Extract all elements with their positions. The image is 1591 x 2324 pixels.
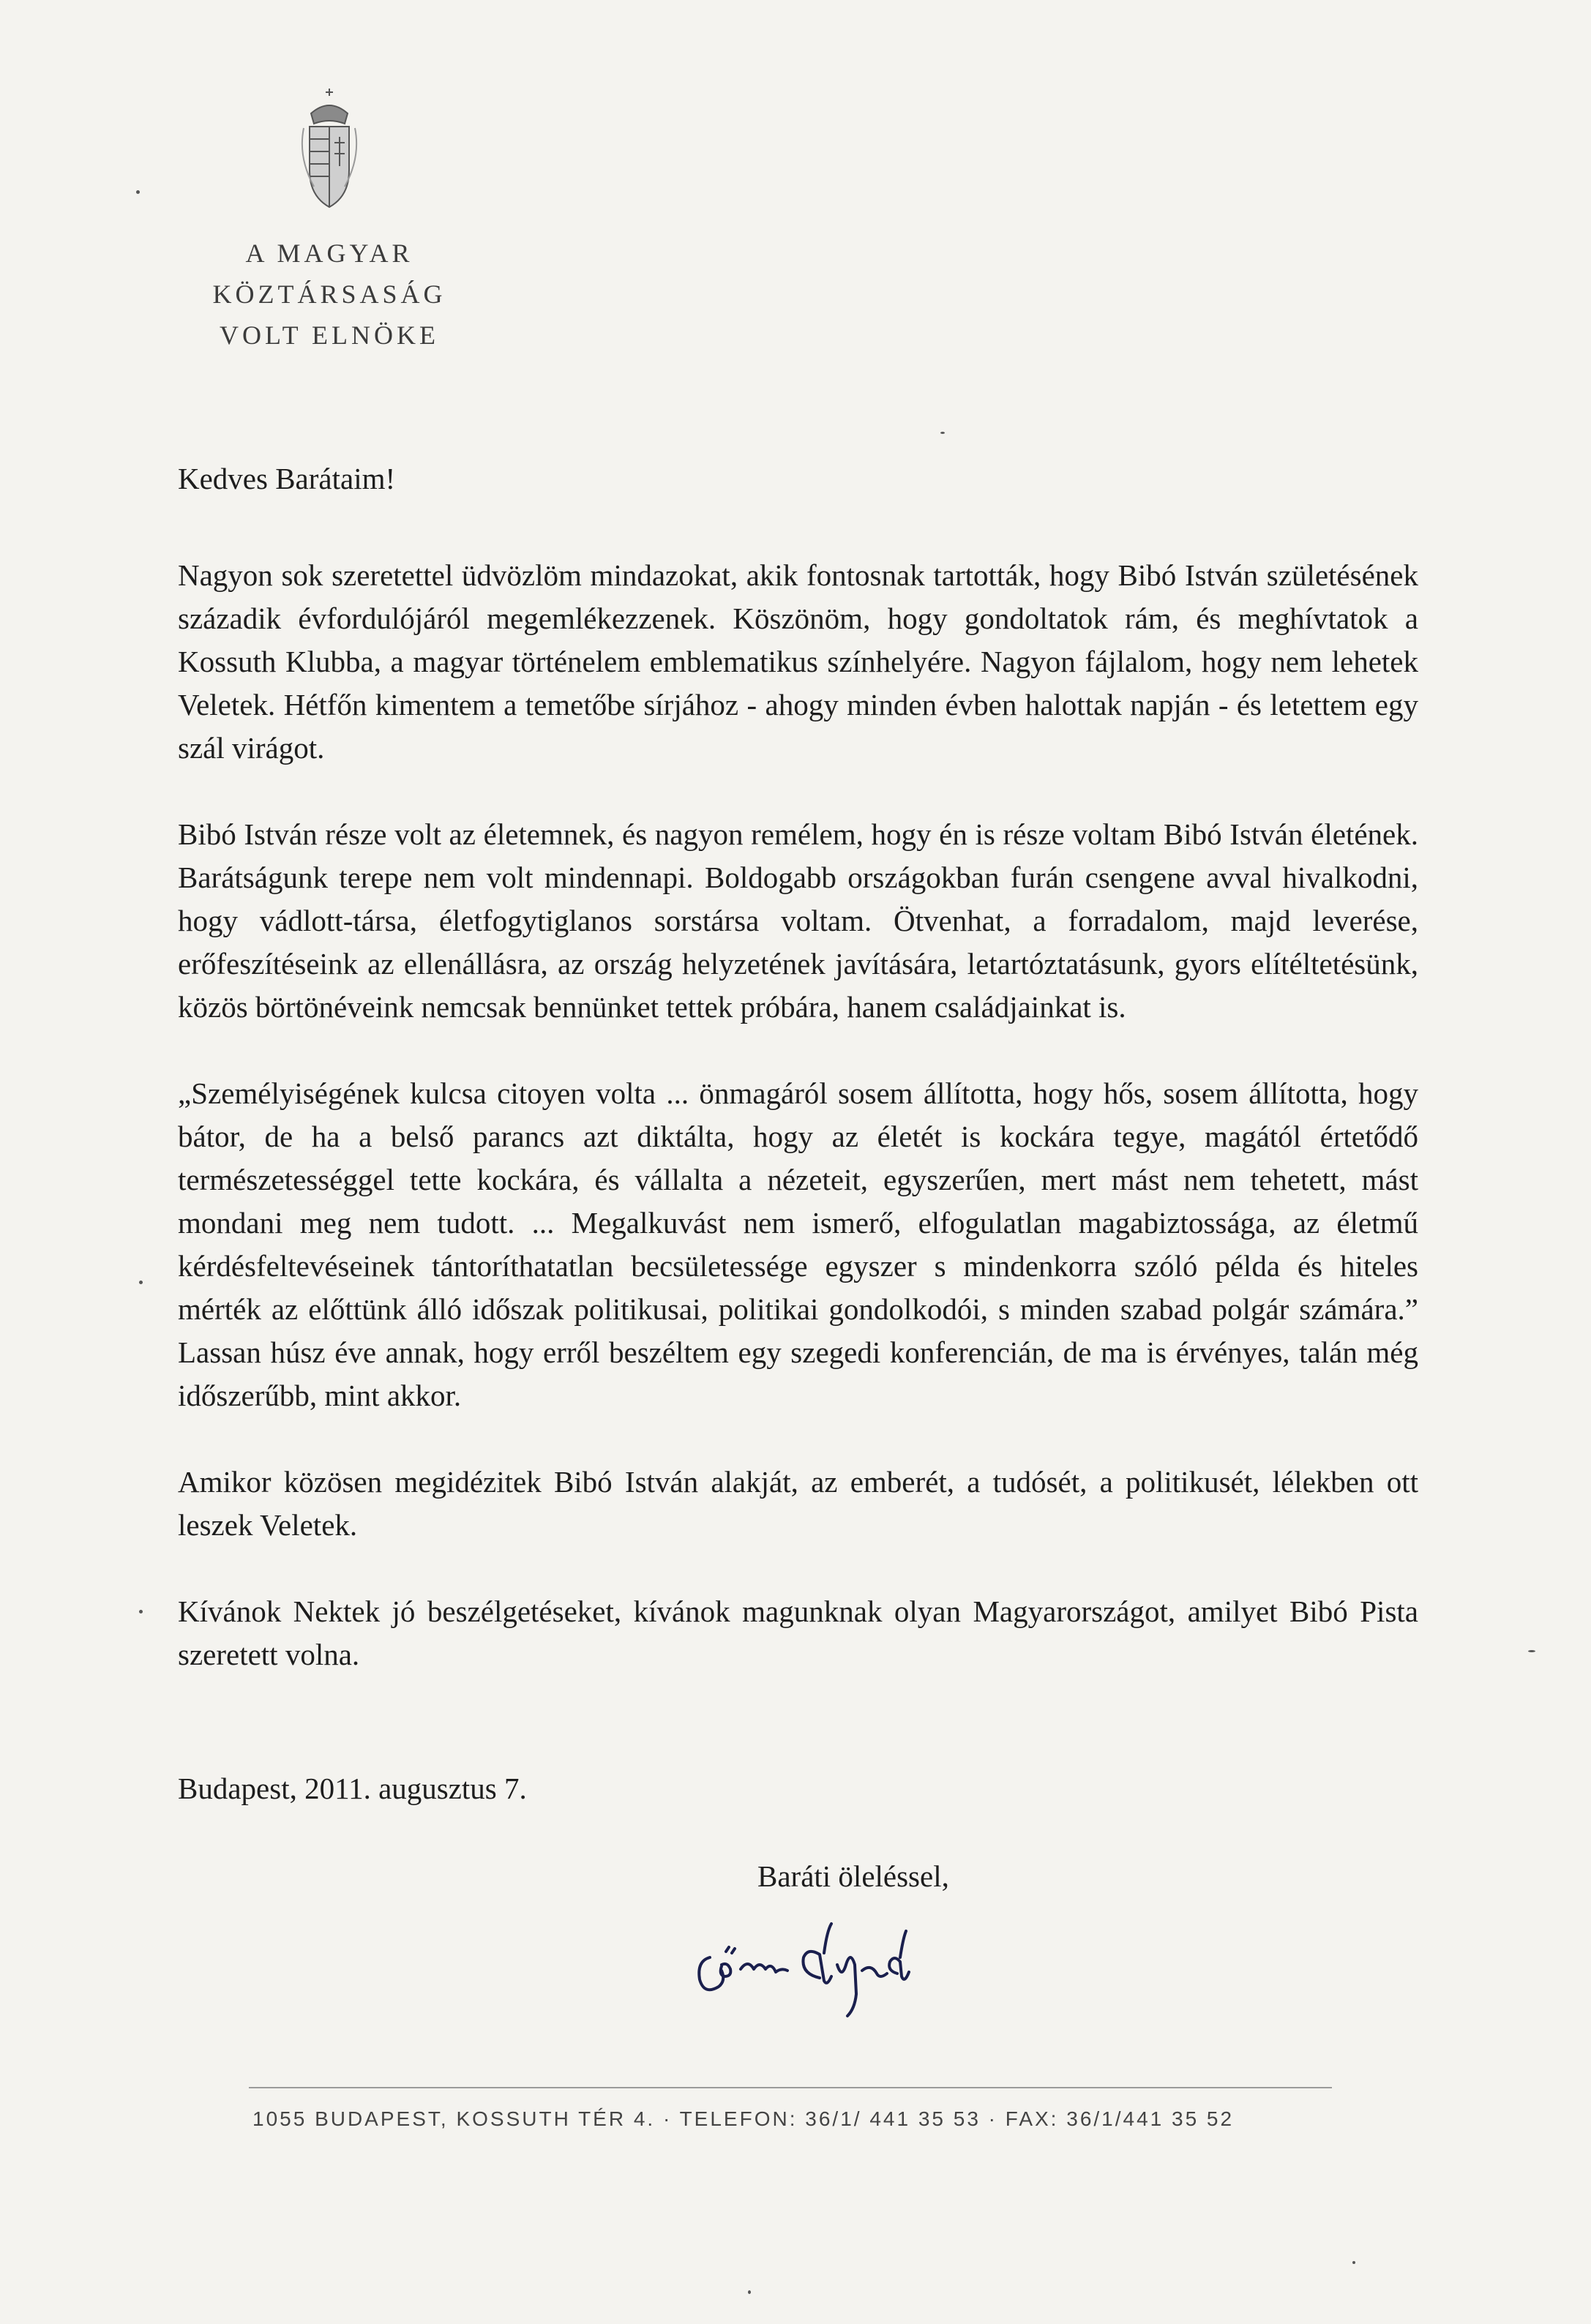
date-block [178, 1771, 527, 1806]
signature-icon [681, 1913, 988, 2023]
paper-speck [139, 1610, 143, 1613]
paper-speck [1352, 2261, 1355, 2264]
paragraph: Nagyon sok szeretettel üdvözlöm mindazokat, akik fontosnak tartották, hogy Bibó István születésének századik évfordulójáról megemlékezzenek. Köszönöm, hogy gondoltatok rám, és meghívtatok a Kossuth Klubba, a magyar történelem emblematikus színhelyére. Nagyon fájlalom, hogy nem lehetek Veletek. Hétfőn kimentem a temetőbe sírjához - ahogy minden évben halottak napján - és letettem egy szál virágot. [178, 558, 1418, 765]
paper-speck [1528, 1650, 1535, 1652]
letterhead-line: VOLT ELNÖKE [220, 321, 439, 350]
paper-speck [136, 190, 140, 194]
letterhead-line: KÖZTÁRSASÁG [212, 280, 446, 309]
paragraph: „Személyiségének kulcsa citoyen volta ... önmagáról sosem állította, hogy hős, sosem állította, hogy bátor, de ha a belső parancs azt diktálta, hogy az életét is kockára tegye, magától értetődő természetességgel tette kockára, és vállalta a nézeteit, egyszerűen, mert mást nem tehetett, mást mondani meg nem tudott. ... Megalkuvást nem ismerő, elfogulatlan magabiztossága, az életmű kérdésfeltevéseinek tántoríthatatlan becsületessége egyszer s mindenkorra szóló példa és hiteles mérték az előttünk álló időszak politikusai, politikai gondolkodói, s minden szabad polgár számára.” Lassan húsz éve annak, hogy erről beszéltem egy szegedi konferencián, de ma is érvényes, talán még időszerűbb, mint akkor. [178, 1076, 1418, 1412]
paper-speck [748, 2290, 751, 2294]
paragraph: Bibó István része volt az életemnek, és nagyon remélem, hogy én is része voltam Bibó István életének. Barátságunk terepe nem volt mindennapi. Boldogabb országokban furán csengene avval hivalkodni, hogy vádlott-társa, életfogytiglanos sorstársa voltam. Ötvenhat, a forradalom, majd leverése, erőfeszítéseink az ellenállásra, az ország helyzetének javítására, letartóztatásunk, gyors elítéltetésünk, közös börtönéveink nemcsak bennünket tettek próbára, hanem családjainkat is. [178, 817, 1418, 1024]
salutation: Kedves Barátaim! [178, 462, 396, 495]
closing-phrase: Baráti öleléssel, [757, 1859, 949, 1893]
paragraph: Amikor közösen megidézitek Bibó István alakját, az emberét, a tudósét, a politikusét, lélekben ott leszek Veletek. [178, 1465, 1418, 1542]
letterhead-line: A MAGYAR [245, 239, 413, 268]
letter-body [178, 457, 1418, 1720]
paper-speck [139, 1281, 143, 1284]
coat-of-arms-icon [289, 84, 370, 223]
footer-address: 1055 BUDAPEST, KOSSUTH TÉR 4. · TELEFON: 36/1/ 441 35 53 · FAX: 36/1/441 35 52 [252, 2107, 1235, 2130]
letterhead [176, 233, 483, 356]
letter-date: Budapest, 2011. augusztus 7. [178, 1772, 527, 1805]
footer-divider [249, 2087, 1332, 2088]
paragraph: Kívánok Nektek jó beszélgetéseket, kívánok magunknak olyan Magyarországot, amilyet Bibó Pista szeretett volna. [178, 1594, 1418, 1671]
paper-speck [940, 432, 945, 434]
